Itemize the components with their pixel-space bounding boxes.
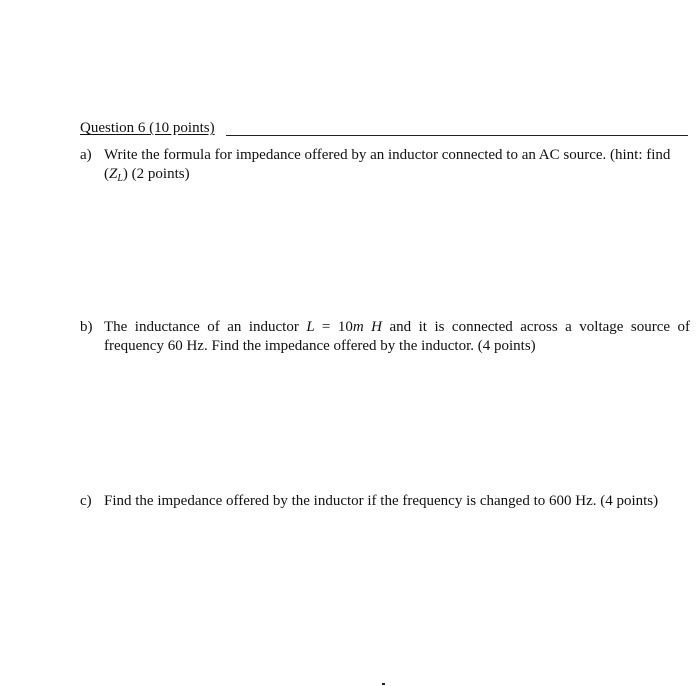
question-title: Question 6 (10 points) — [80, 120, 215, 136]
impedance-symbol: $Z_L$ — [109, 166, 123, 184]
part-b-text — [104, 318, 690, 356]
part-c-text: Find the impedance offered by the inductor if the frequency is changed to 600 Hz. (4 points) — [104, 493, 659, 509]
page-speck — [382, 683, 385, 685]
header-rule — [226, 135, 688, 136]
part-b-text-2: and it is connected across a voltage source of frequency 60 Hz. Find the impedance offered by the inductor. (4 points) — [104, 319, 691, 354]
part-a-text-2: ) (2 points) — [122, 166, 190, 182]
part-b-text-1: The inductance of an inductor — [104, 319, 299, 335]
part-a-text-1: Write the formula for impedance offered by an inductor connected to an AC source. (hint: find — [104, 147, 671, 163]
part-a-text: Write the formula for impedance offered by an inductor connected to an AC source. (hint: find $(Z_L)$ (2 points) — [104, 147, 671, 184]
part-a-marker: a) — [80, 147, 92, 163]
part-c — [80, 492, 690, 511]
question-header — [80, 119, 688, 137]
part-c-marker: c) — [80, 493, 92, 509]
part-b — [80, 318, 690, 356]
part-b-marker: b) — [80, 319, 93, 335]
inductance-expression: L = 10m H — [306, 319, 383, 335]
part-a — [80, 146, 690, 184]
